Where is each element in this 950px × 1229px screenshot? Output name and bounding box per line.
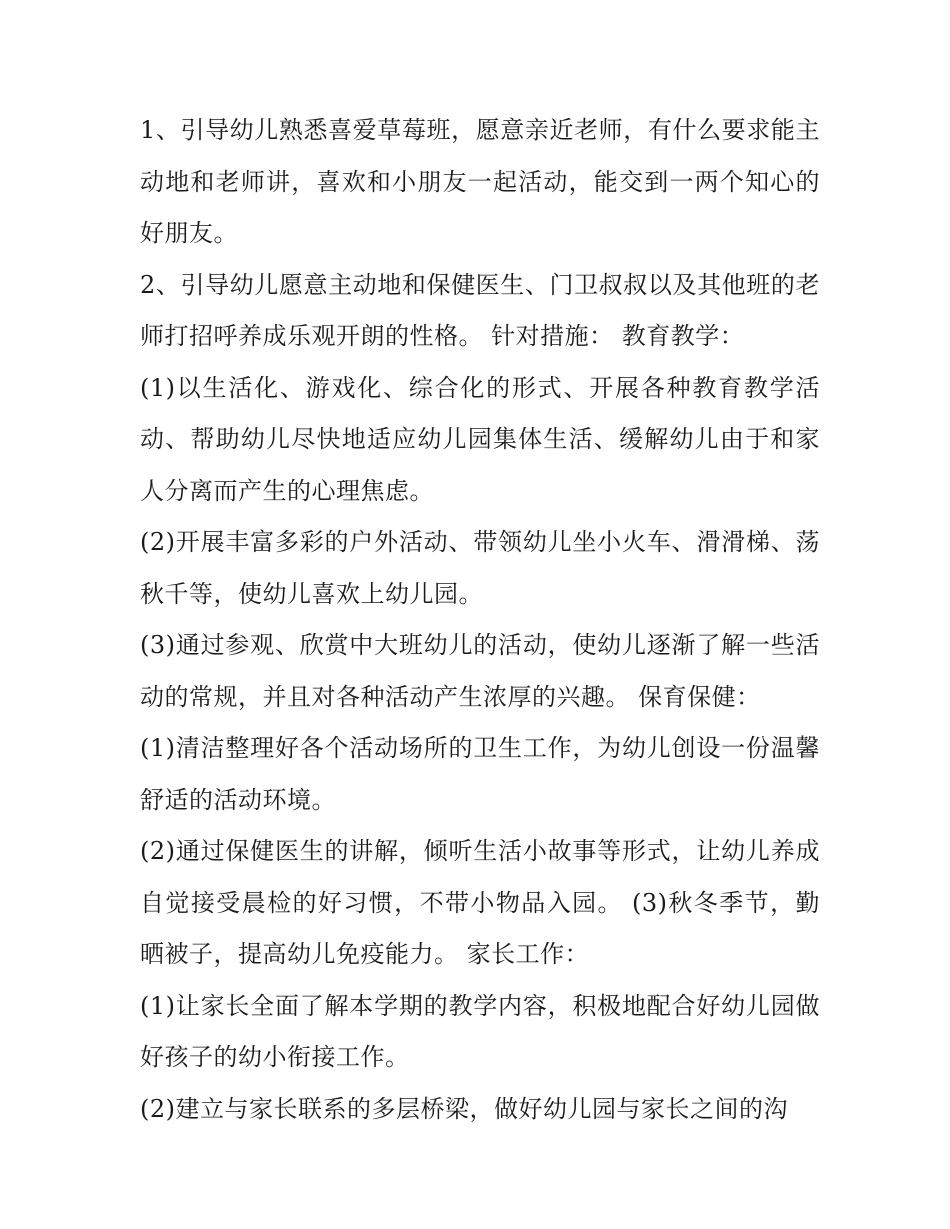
paragraph-parent-2: (2)建立与家长联系的多层桥梁，做好幼儿园与家长之间的沟 bbox=[140, 1094, 788, 1123]
paragraph-goal-2: 2、引导幼儿愿意主动地和保健医生、门卫叔叔以及其他班的老师打招呼养成乐观开朗的性格。 针对措施： 教育教学： bbox=[140, 270, 820, 350]
paragraph-care-2: (2)通过保健医生的讲解，倾听生活小故事等形式，让幼儿养成自觉接受晨检的好习惯，不带小物品入园。 (3)秋冬季节，勤晒被子，提高幼儿免疫能力。 家长工作： bbox=[140, 837, 820, 968]
paragraph-teaching-1: (1)以生活化、游戏化、综合化的形式、开展各种教育教学活动、帮助幼儿尽快地适应幼儿园集体生活、缓解幼儿由于和家人分离而产生的心理焦虑。 bbox=[140, 373, 820, 505]
paragraph-teaching-2: (2)开展丰富多彩的户外活动、带领幼儿坐小火车、滑滑梯、荡秋千等，使幼儿喜欢上幼儿园。 bbox=[140, 528, 820, 608]
paragraph-goal-1: 1、引导幼儿熟悉喜爱草莓班，愿意亲近老师，有什么要求能主动地和老师讲，喜欢和小朋友一起活动，能交到一两个知心的好朋友。 bbox=[140, 116, 820, 247]
paragraph-teaching-3: (3)通过参观、欣赏中大班幼儿的活动，使幼儿逐渐了解一些活动的常规，并且对各种活动产生浓厚的兴趣。 保育保健： bbox=[140, 631, 820, 711]
document-page bbox=[140, 105, 820, 1135]
paragraph-parent-1: (1)让家长全面了解本学期的教学内容，积极地配合好幼儿园做好孩子的幼小衔接工作。 bbox=[140, 991, 820, 1071]
paragraph-care-1: (1)清洁整理好各个活动场所的卫生工作，为幼儿创设一份温馨舒适的活动环境。 bbox=[140, 734, 820, 814]
